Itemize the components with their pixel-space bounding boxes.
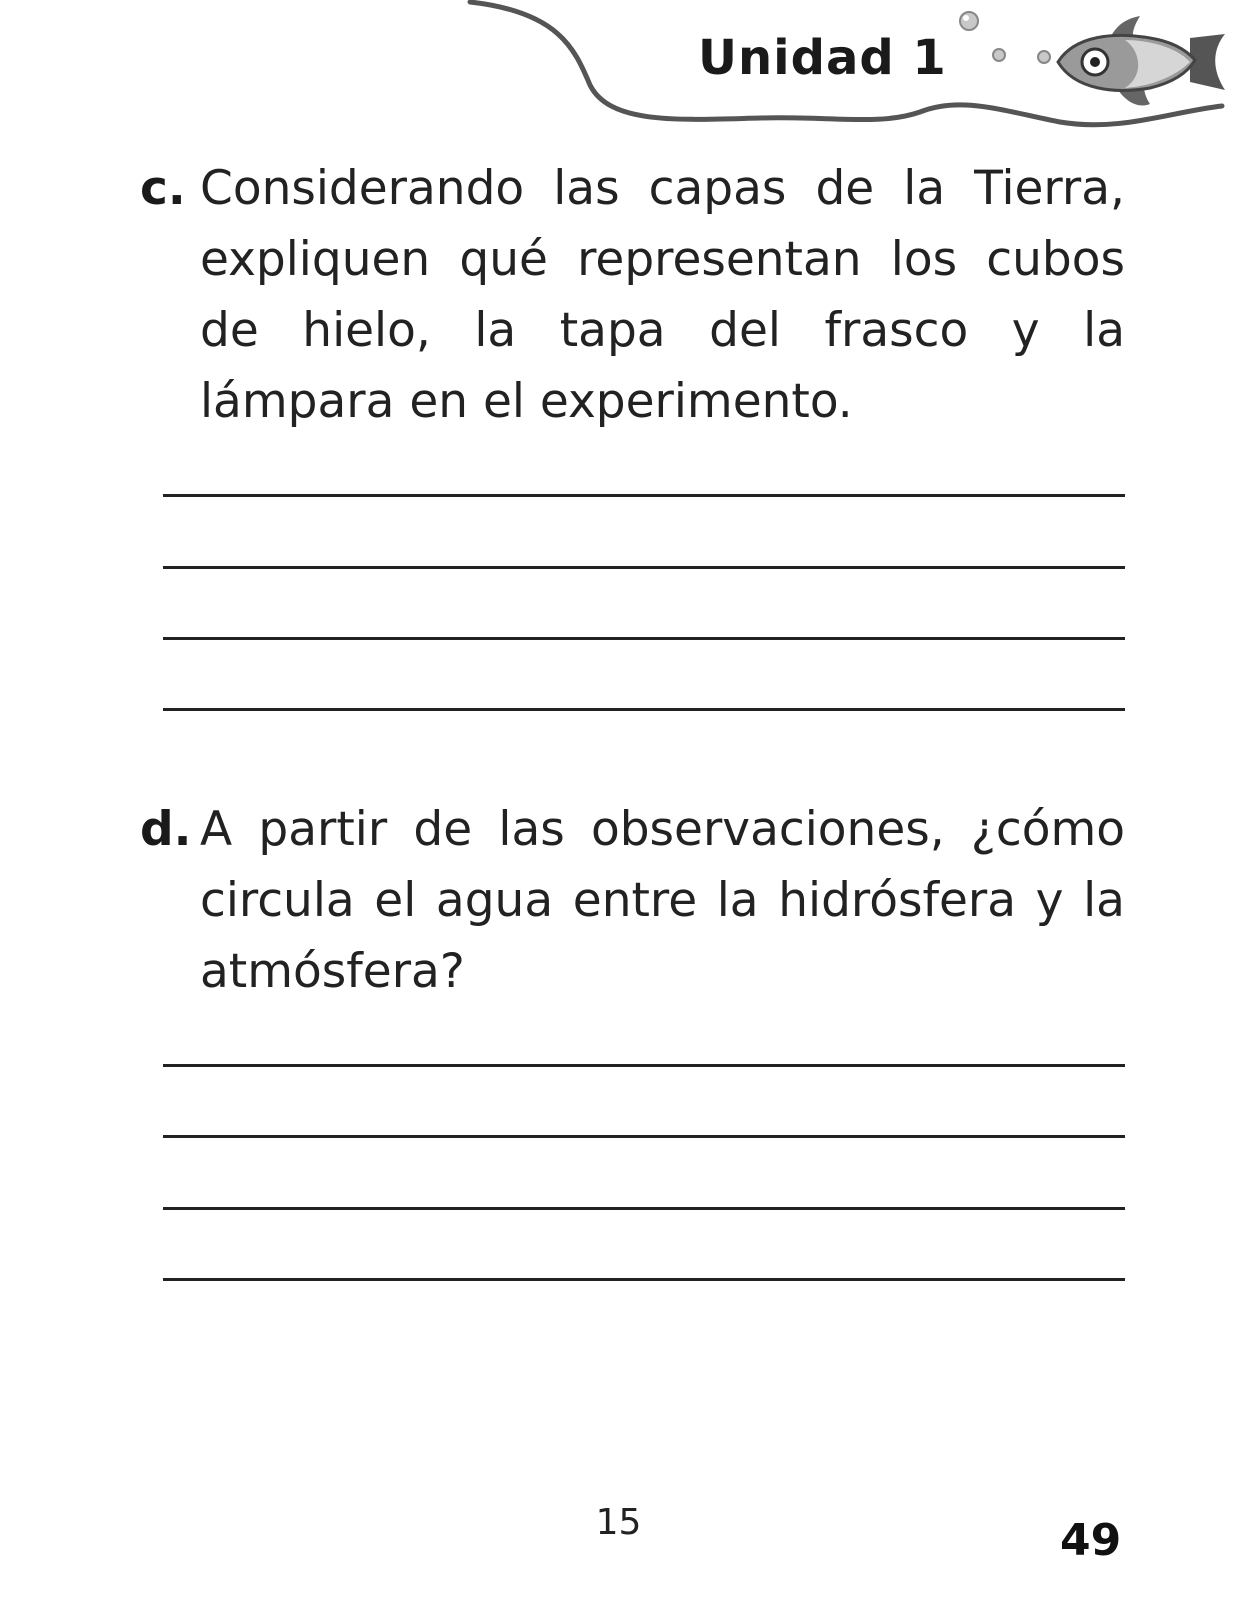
question-text: A partir de las observaciones, ¿cómo circula el agua entre la hidrósfera y la atmósfera? <box>200 802 1125 999</box>
answer-line[interactable] <box>163 1064 1125 1067</box>
footer-center-number: 15 <box>595 1502 642 1543</box>
answer-line[interactable] <box>163 1207 1125 1210</box>
answer-line[interactable] <box>163 708 1125 711</box>
question-c <box>140 153 1125 437</box>
answer-line[interactable] <box>163 1278 1125 1281</box>
unit-title: Unidad 1 <box>698 30 947 86</box>
bubble-icon <box>960 12 1050 63</box>
answer-line[interactable] <box>163 1135 1125 1138</box>
answer-line[interactable] <box>163 566 1125 569</box>
answer-line[interactable] <box>163 494 1125 497</box>
page-number: 49 <box>1060 1515 1122 1566</box>
question-letter: c. <box>140 161 186 216</box>
question-d <box>140 794 1125 1007</box>
fish-icon <box>1058 16 1225 105</box>
answer-line[interactable] <box>163 637 1125 640</box>
question-letter: d. <box>140 802 192 857</box>
question-text: Considerando las capas de la Tierra, expliquen qué representan los cubos de hielo, la tapa del frasco y la lámpara en el experimento. <box>200 161 1125 429</box>
header-decoration <box>0 0 1237 140</box>
